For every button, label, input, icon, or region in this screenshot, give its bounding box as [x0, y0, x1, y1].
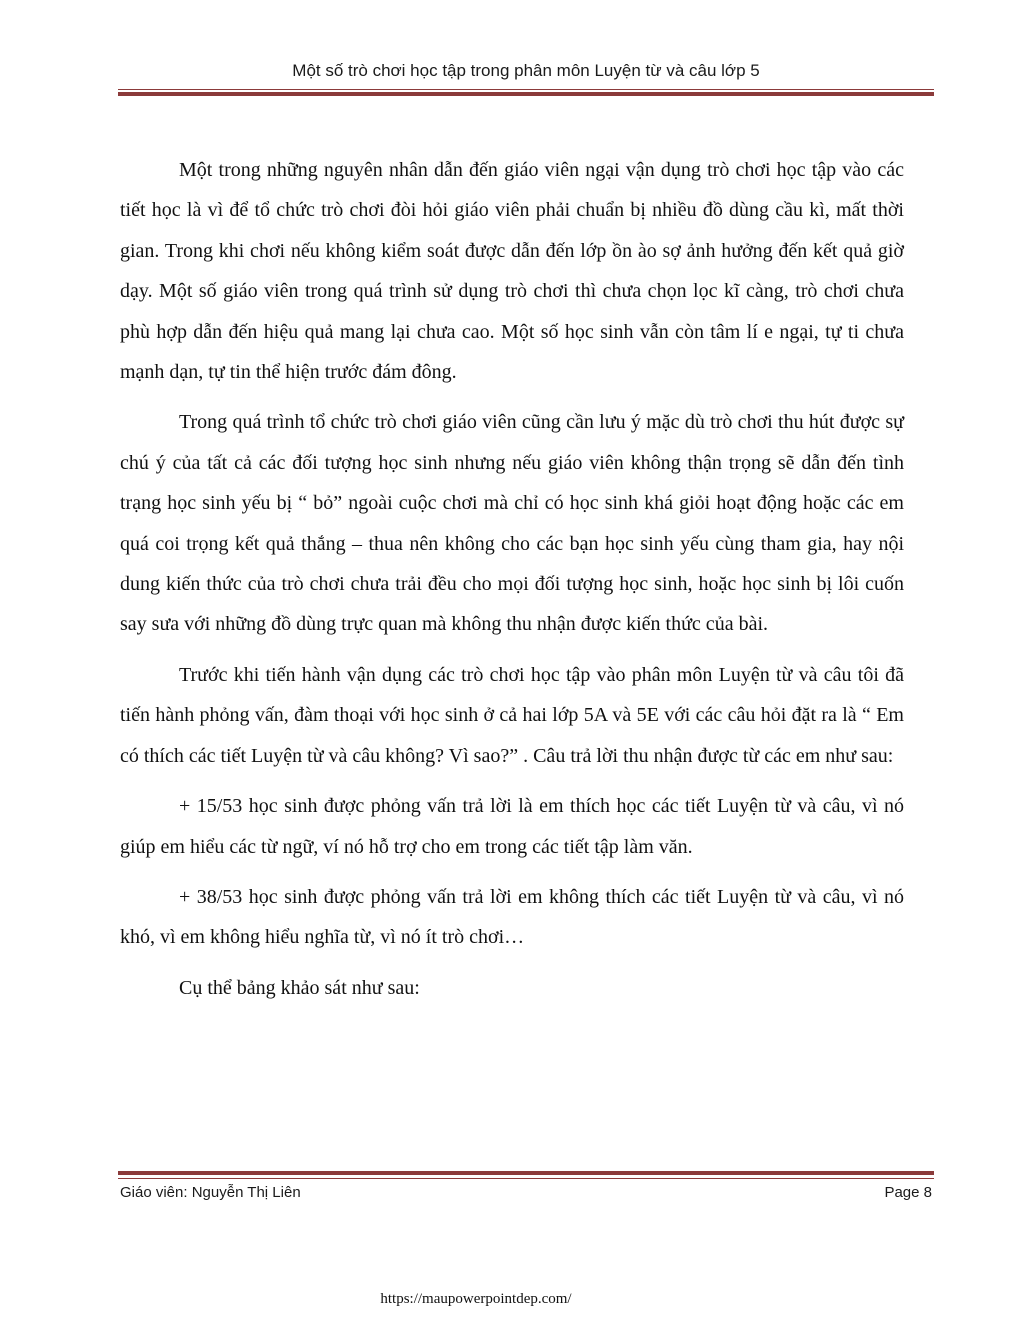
footer-page-number: Page 8: [884, 1184, 932, 1201]
paragraph-survey-result-like: + 15/53 học sinh được phỏng vấn trả lời là em thích học các tiết Luyện từ và câu, vì nó giúp em hiểu các từ ngữ, ví nó hỗ trợ cho em trong các tiết tập làm văn.: [120, 795, 904, 858]
header-divider-thick-line: [118, 92, 934, 96]
footer-divider: [118, 1171, 934, 1180]
paragraph-reasons-teachers-hesitate: Một trong những nguyên nhân dẫn đến giáo viên ngại vận dụng trò chơi học tập vào các tiết học là vì để tổ chức trò chơi đòi hỏi giáo viên phải chuẩn bị nhiều đồ dùng cầu kì, mất thời gian. Trong khi chơi nếu không kiểm soát được dẫn đến lớp ồn ào sợ ảnh hưởng đến kết quả giờ dạy. Một số giáo viên trong quá trình sử dụng trò chơi thì chưa chọn lọc kĩ càng, trò chơi chưa phù hợp dẫn đến hiệu quả mang lại chưa cao. Một số học sinh vẫn còn tâm lí e ngại, tự ti chưa mạnh dạn, tự tin thể hiện trước đám đông.: [120, 159, 904, 384]
footer-divider-thin-line: [118, 1178, 934, 1179]
watermark-url[interactable]: https://maupowerpointdep.com/: [380, 1291, 572, 1307]
header-divider-thin-line: [118, 89, 934, 90]
footer-teacher-name: Giáo viên: Nguyễn Thị Liên: [120, 1184, 301, 1201]
page-header-title: Một số trò chơi học tập trong phân môn Luyện từ và câu lớp 5: [292, 61, 760, 80]
paragraph-organizing-notes: Trong quá trình tổ chức trò chơi giáo viên cũng cần lưu ý mặc dù trò chơi thu hút được sự chú ý của tất cả các đối tượng học sinh nhưng nếu giáo viên không thận trọng sẽ dẫn đến tình trạng học sinh yếu bị “ bỏ” ngoài cuộc chơi mà chỉ có học sinh khá giỏi hoạt động hoặc các em quá coi trọng kết quả thắng – thua nên không cho các bạn học sinh yếu cùng tham gia, hay nội dung kiến thức của trò chơi chưa trải đều cho mọi đối tượng học sinh, hoặc học sinh bị lôi cuốn say sưa với những đồ dùng trực quan mà không thu nhận được kiến thức của bài.: [120, 411, 904, 636]
paragraph-survey-table-lead: Cụ thể bảng khảo sát như sau:: [179, 976, 420, 999]
header-divider: [118, 89, 934, 98]
footer-divider-thick-line: [118, 1171, 934, 1175]
paragraph-survey-intro: Trước khi tiến hành vận dụng các trò chơi học tập vào phân môn Luyện từ và câu tôi đã tiến hành phỏng vấn, đàm thoại với học sinh ở cả hai lớp 5A và 5E với các câu hỏi đặt ra là “ Em có thích các tiết Luyện từ và câu không? Vì sao?” . Câu trả lời thu nhận được từ các em như sau:: [120, 663, 904, 767]
document-body: [120, 150, 904, 1018]
paragraph-survey-result-dislike: + 38/53 học sinh được phỏng vấn trả lời em không thích các tiết Luyện từ và câu, vì nó khó, vì em không hiểu nghĩa từ, vì nó ít trò chơi…: [120, 885, 904, 949]
